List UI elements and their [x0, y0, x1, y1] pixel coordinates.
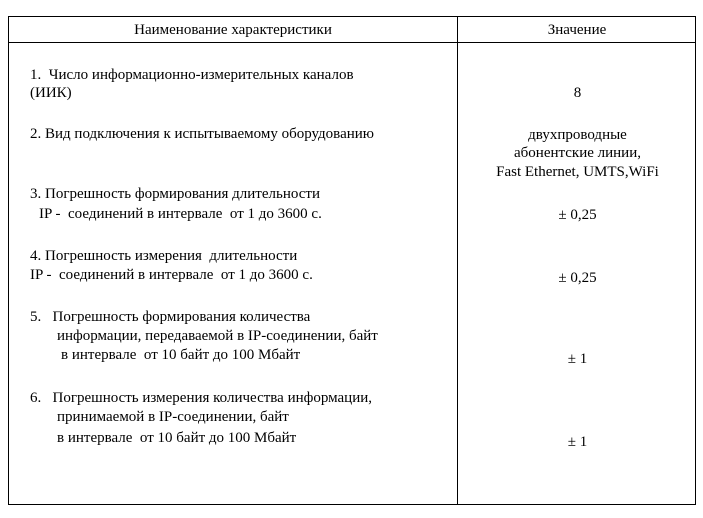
header-value: Значение: [547, 22, 607, 38]
row6-name-line2: принимаемой в IP-соединении, байт: [57, 409, 289, 425]
row6-name-line1: 6. Погрешность измерения количества информации,: [30, 390, 372, 406]
row4-value: ± 0,25: [558, 270, 597, 286]
row2-value-line1: двухпроводные: [528, 127, 627, 143]
row2-value-line2: абонентские линии,: [514, 145, 641, 161]
row1-value: 8: [573, 85, 582, 101]
row2-name-line1: 2. Вид подключения к испытываемому оборудованию: [30, 126, 374, 142]
row5-name-line2: информации, передаваемой в IP-соединении, байт: [57, 328, 378, 344]
row6-name-line3: в интервале от 10 байт до 100 Мбайт: [57, 430, 297, 446]
row5-value: ± 1: [567, 351, 588, 367]
row1-name-line2: (ИИК): [30, 85, 72, 101]
row4-name-line2: IP - соединений в интервале от 1 до 3600 с.: [30, 267, 313, 283]
row5-name-line1: 5. Погрешность формирования количества: [30, 309, 311, 325]
header-name: Наименование характеристики: [134, 22, 332, 38]
row2-value-line3: Fast Ethernet, UMTS,WiFi: [496, 164, 659, 180]
characteristics-table: [8, 16, 696, 505]
row3-name-line1: 3. Погрешность формирования длительности: [30, 186, 320, 202]
row6-value: ± 1: [567, 434, 588, 450]
header-divider: [9, 42, 695, 43]
row3-name-line2: IP - соединений в интервале от 1 до 3600 с.: [39, 206, 322, 222]
row1-name-line1: 1. Число информационно-измерительных каналов: [30, 67, 354, 83]
row5-name-line3: в интервале от 10 байт до 100 Мбайт: [61, 347, 301, 363]
row3-value: ± 0,25: [558, 207, 597, 223]
row4-name-line1: 4. Погрешность измерения длительности: [30, 248, 298, 264]
